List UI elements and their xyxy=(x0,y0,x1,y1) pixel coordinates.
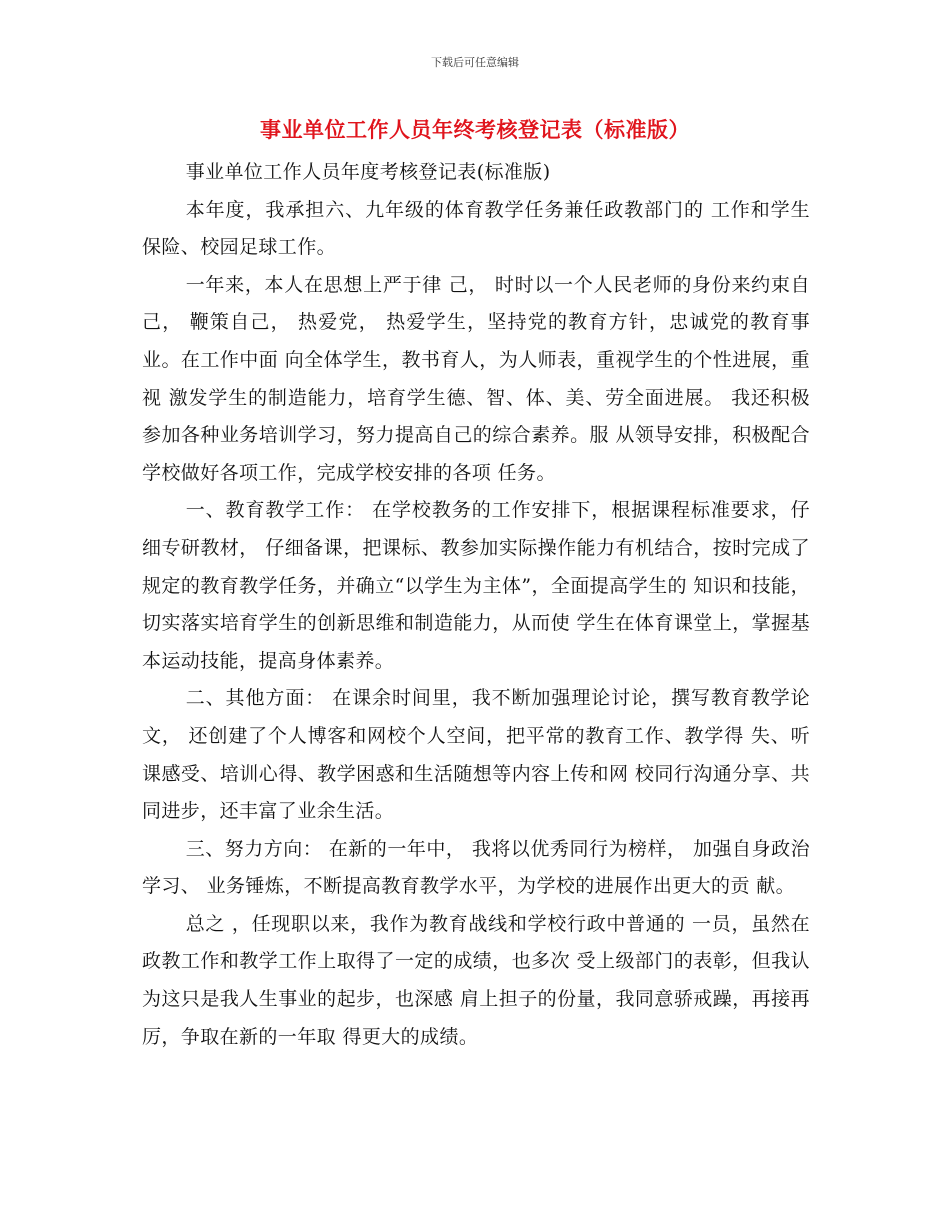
future-direction-paragraph: 三、努力方向： 在新的一年中， 我将以优秀同行为榜样， 加强自身政治学习、 业务锤炼，不断提高教育教学水平，为学校的进展作出更大的贡 献。 xyxy=(142,837,810,898)
subtitle-paragraph: 事业单位工作人员年度考核登记表(标准版) xyxy=(185,161,551,183)
document-title: 事业单位工作人员年终考核登记表（标准版） xyxy=(260,118,690,142)
document-body xyxy=(142,154,810,1056)
intro-paragraph: 本年度，我承担六、九年级的体育教学任务兼任政教部门的 工作和学生保险、校园足球工作。 xyxy=(142,198,810,259)
header-note: 下载后可任意编辑 xyxy=(431,56,519,69)
other-aspects-paragraph: 二、其他方面： 在课余时间里，我不断加强理论讨论，撰写教育教学论文， 还创建了个人博客和网校个人空间，把平常的教育工作、教学得 失、听课感受、培训心得、教学困惑和生活随想等内容上传和网 校同行沟通分享、共同进步，还丰富了业余生活。 xyxy=(142,687,810,823)
conduct-paragraph: 一年来，本人在思想上严于律 己， 时时以一个人民老师的身份来约束自己， 鞭策自己， 热爱党， 热爱学生，坚持党的教育方针，忠诚党的教育事业。在工作中面 向全体学生，教书育人，为人师表，重视学生的个性进展，重视 激发学生的制造能力，培育学生德、智、体、美、劳全面进展。 我还积极参加各种业务培训学习，努力提高自己的综合素养。服 从领导安排，积极配合学校做好各项工作，完成学校安排的各项 任务。 xyxy=(142,273,810,484)
teaching-work-paragraph: 一、教育教学工作： 在学校教务的工作安排下，根据课程标准要求，仔细专研教材， 仔细备课，把课标、教参加实际操作能力有机结合，按时完成了 规定的教育教学任务，并确立“以学生为主体”，全面提高学生的 知识和技能，切实落实培育学生的创新思维和制造能力，从而使 学生在体育课堂上，掌握基本运动技能，提高身体素养。 xyxy=(142,499,810,672)
summary-paragraph: 总之 ，任现职以来，我作为教育战线和学校行政中普通的 一员，虽然在政教工作和教学工作上取得了一定的成绩，也多次 受上级部门的表彰，但我认为这只是我人生事业的起步，也深感 肩上担子的份量，我同意骄戒躁，再接再厉，争取在新的一年取 得更大的成绩。 xyxy=(142,912,810,1048)
